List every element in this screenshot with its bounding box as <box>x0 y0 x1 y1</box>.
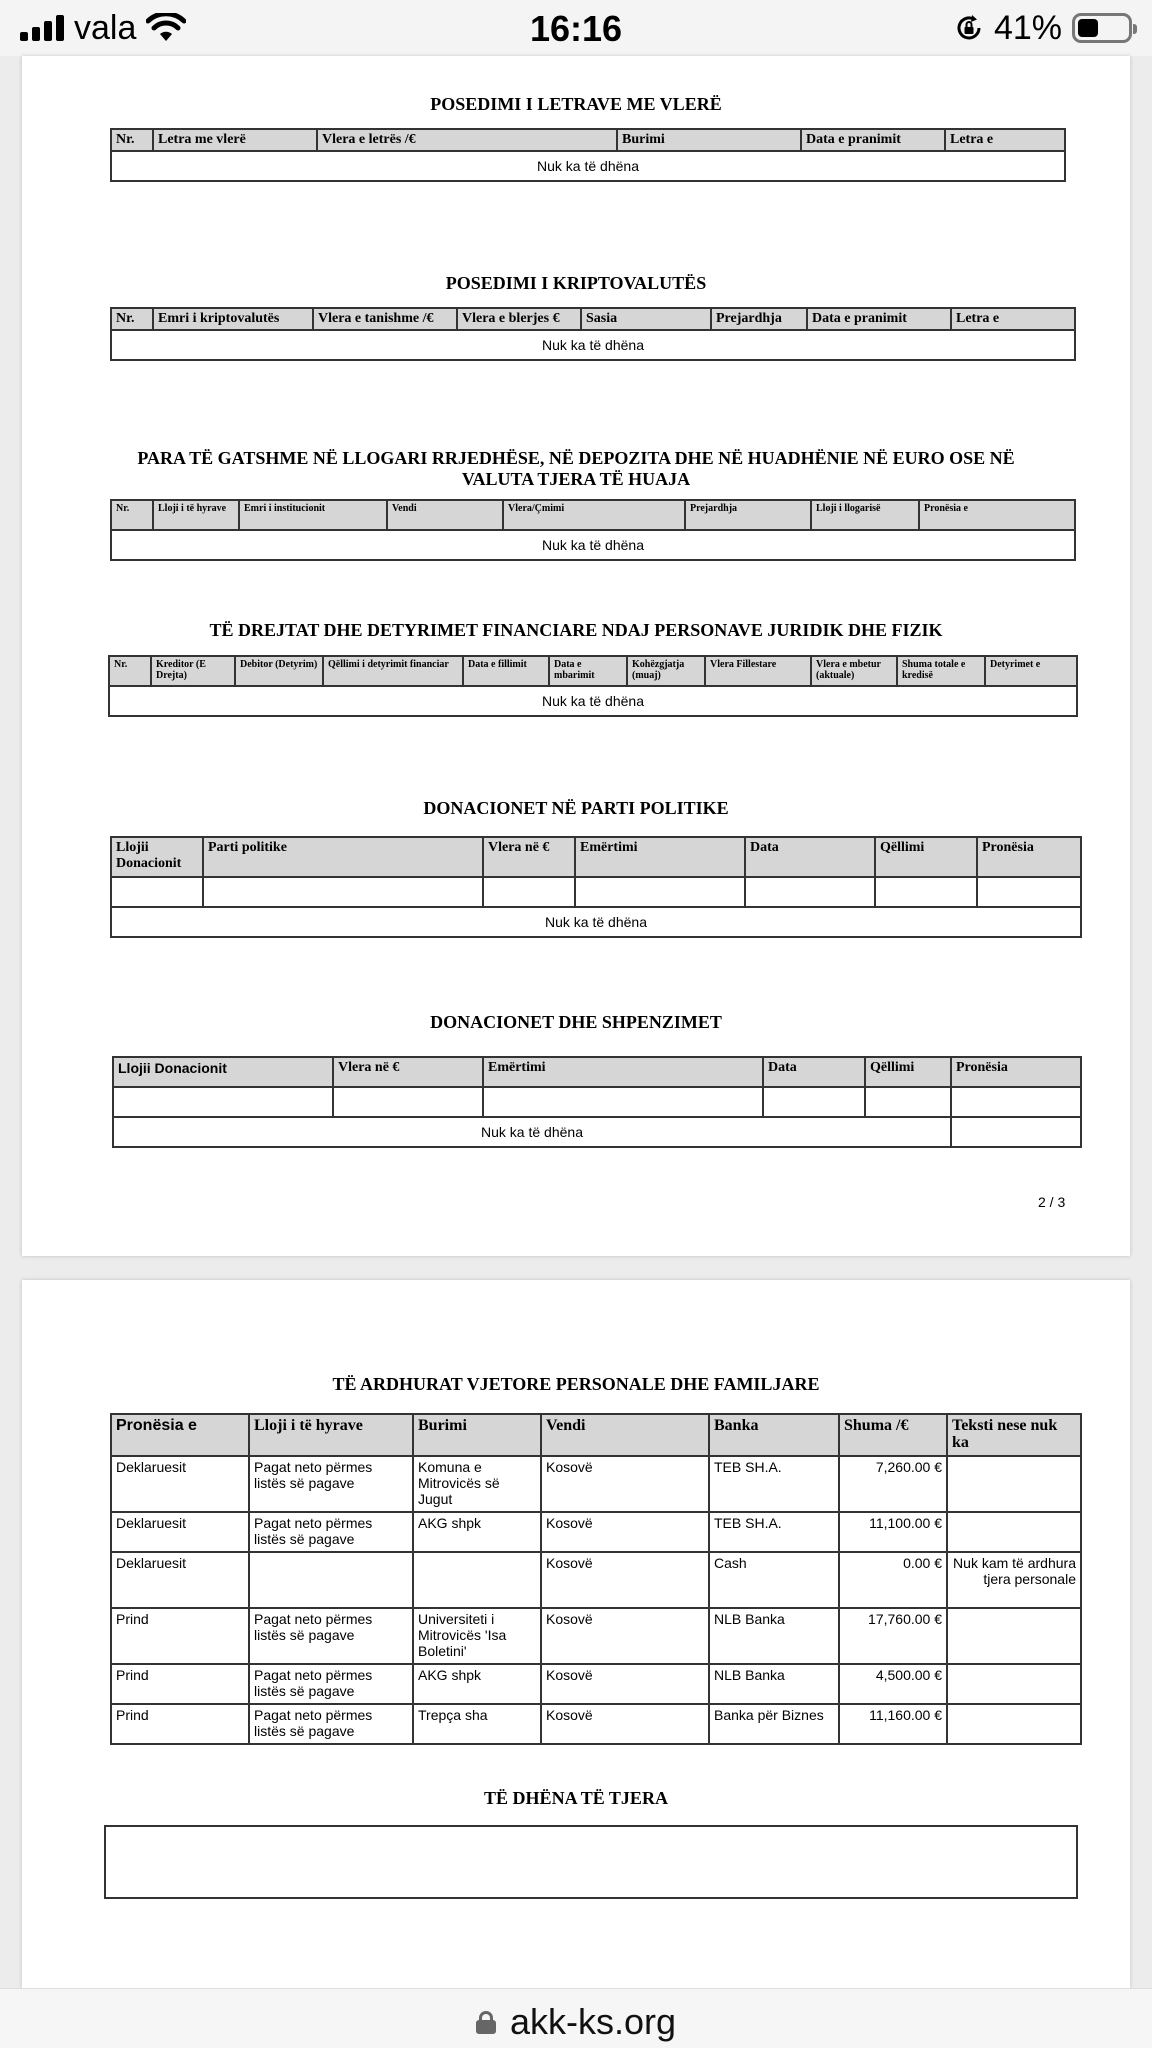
column-header: Data e pranimit <box>807 308 951 330</box>
table-row <box>111 1552 1081 1608</box>
rights-title: TË DREJTAT DHE DETYRIMET FINANCIARE NDAJ PERSONAVE JURIDIK DHE FIZIK <box>209 620 943 640</box>
column-header: Letra e <box>945 129 1065 151</box>
column-header: Vlera/Çmimi <box>503 500 685 530</box>
cell-source: Universiteti i Mitrovicës 'Isa Boletini' <box>413 1608 541 1664</box>
column-header: Pronësia <box>977 837 1081 877</box>
empty-message: Nuk ka të dhëna <box>113 1117 951 1147</box>
table-header-row <box>111 308 1075 330</box>
column-header: Lloji i llogarisë <box>811 500 919 530</box>
column-header: Vlera e blerjes € <box>457 308 581 330</box>
income-table <box>110 1413 1082 1745</box>
empty-row <box>113 1117 1081 1147</box>
table-header-row <box>111 1414 1081 1456</box>
cell-bank: Cash <box>709 1552 839 1608</box>
column-header: Kohëzgjatja (muaj) <box>627 656 705 686</box>
table-row <box>111 1608 1081 1664</box>
cell-type: Pagat neto përmes listës së pagave <box>249 1608 413 1664</box>
column-header: Prejardhja <box>711 308 807 330</box>
cell-note <box>947 1512 1081 1552</box>
column-header: Banka <box>709 1414 839 1456</box>
column-header: Nr. <box>111 500 153 530</box>
column-header: Burimi <box>617 129 801 151</box>
cell-bank: NLB Banka <box>709 1608 839 1664</box>
empty-row <box>111 907 1081 937</box>
battery-percent: 41% <box>993 8 1062 47</box>
cell-type: Pagat neto përmes listës së pagave <box>249 1704 413 1744</box>
donations-title: DONACIONET DHE SHPENZIMET <box>430 1012 722 1032</box>
column-header: Nr. <box>111 129 153 151</box>
url-display[interactable] <box>0 2001 1152 2043</box>
column-header: Sasia <box>581 308 711 330</box>
table-header-row <box>111 129 1065 151</box>
column-header: Llojii Donacionit <box>113 1057 333 1087</box>
column-header: Pronësia e <box>919 500 1075 530</box>
cell-note <box>947 1704 1081 1744</box>
column-header: Data e pranimit <box>801 129 945 151</box>
empty-row <box>109 686 1077 716</box>
table-row <box>111 1704 1081 1744</box>
cell-country: Kosovë <box>541 1664 709 1704</box>
cell-note: Nuk kam të ardhura tjera personale <box>947 1552 1081 1608</box>
cell-amount: 11,160.00 € <box>839 1704 947 1744</box>
cell-note <box>947 1664 1081 1704</box>
cell-country: Kosovë <box>541 1552 709 1608</box>
cell-owner: Deklaruesit <box>111 1552 249 1608</box>
crypto-table <box>110 307 1076 361</box>
cash-title-line2: VALUTA TJERA TË HUAJA <box>461 469 691 489</box>
column-header: Kreditor (E Drejta) <box>151 656 235 686</box>
donations-table <box>112 1056 1082 1148</box>
column-header: Prejardhja <box>685 500 811 530</box>
column-header: Data <box>763 1057 865 1087</box>
battery-icon <box>1072 13 1132 43</box>
cell-country: Kosovë <box>541 1608 709 1664</box>
letters-table <box>110 128 1066 182</box>
column-header: Detyrimet e <box>985 656 1077 686</box>
empty-message: Nuk ka të dhëna <box>109 686 1077 716</box>
empty-message: Nuk ka të dhëna <box>111 530 1075 560</box>
column-header: Vlera Fillestare <box>705 656 811 686</box>
column-header: Data <box>745 837 875 877</box>
column-header: Pronësia <box>951 1057 1081 1087</box>
cell-note <box>947 1456 1081 1512</box>
table-header-row <box>109 656 1077 686</box>
column-header: Teksti nese nuk ka <box>947 1414 1081 1456</box>
document-page-2 <box>22 56 1130 1256</box>
column-header: Parti politike <box>203 837 483 877</box>
column-header: Qëllimi <box>865 1057 951 1087</box>
column-header: Debitor (Detyrim) <box>235 656 323 686</box>
url-bar[interactable] <box>0 1988 1152 2048</box>
cell-country: Kosovë <box>541 1512 709 1552</box>
party-donations-title: DONACIONET NË PARTI POLITIKE <box>423 798 729 818</box>
table-header-row <box>113 1057 1081 1087</box>
column-header: Vlera e letrës /€ <box>317 129 617 151</box>
url-domain[interactable]: akk-ks.org <box>509 2001 677 2042</box>
blank-row <box>113 1087 1081 1117</box>
cell-source: AKG shpk <box>413 1512 541 1552</box>
cell-source <box>413 1552 541 1608</box>
cell-owner: Prind <box>111 1704 249 1744</box>
document-page-3 <box>22 1280 1130 1988</box>
cell-bank: TEB SH.A. <box>709 1512 839 1552</box>
cell-amount: 0.00 € <box>839 1552 947 1608</box>
table-header-row <box>111 837 1081 877</box>
column-header: Emri i institucionit <box>239 500 387 530</box>
column-header: Letra e <box>951 308 1075 330</box>
cell-amount: 11,100.00 € <box>839 1512 947 1552</box>
other-data-box <box>104 1825 1078 1899</box>
empty-message: Nuk ka të dhëna <box>111 151 1065 181</box>
cell-note <box>947 1608 1081 1664</box>
cell-bank: NLB Banka <box>709 1664 839 1704</box>
column-header: Letra me vlerë <box>153 129 317 151</box>
cell-type: Pagat neto përmes listës së pagave <box>249 1456 413 1512</box>
cell-type <box>249 1552 413 1608</box>
cell-amount: 4,500.00 € <box>839 1664 947 1704</box>
cell-amount: 7,260.00 € <box>839 1456 947 1512</box>
cell-country: Kosovë <box>541 1704 709 1744</box>
empty-message: Nuk ka të dhëna <box>111 330 1075 360</box>
column-header: Qëllimi <box>875 837 977 877</box>
cash-table <box>110 499 1076 561</box>
column-header: Llojii Donacionit <box>111 837 203 877</box>
blank-row <box>111 877 1081 907</box>
column-header: Lloji i të hyrave <box>249 1414 413 1456</box>
table-header-row <box>111 500 1075 530</box>
page-number: 2 / 3 <box>1038 1194 1066 1210</box>
status-bar <box>0 0 1152 56</box>
cell-type: Pagat neto përmes listës së pagave <box>249 1664 413 1704</box>
income-title: TË ARDHURAT VJETORE PERSONALE DHE FAMILJARE <box>332 1374 820 1394</box>
column-header: Nr. <box>109 656 151 686</box>
column-header: Vlera e tanishme /€ <box>313 308 457 330</box>
cell-owner: Prind <box>111 1664 249 1704</box>
column-header: Vlera në € <box>333 1057 483 1087</box>
empty-row <box>111 530 1075 560</box>
empty-row <box>111 330 1075 360</box>
column-header: Emërtimi <box>575 837 745 877</box>
column-header: Shuma /€ <box>839 1414 947 1456</box>
letters-title: POSEDIMI I LETRAVE ME VLERË <box>430 94 722 114</box>
lock-icon <box>476 2011 496 2033</box>
column-header: Data e fillimit <box>463 656 549 686</box>
column-header: Shuma totale e kredisë <box>897 656 985 686</box>
empty-row <box>111 151 1065 181</box>
other-data-title: TË DHËNA TË TJERA <box>484 1788 668 1808</box>
status-right <box>954 10 1132 46</box>
column-header: Qëllimi i detyrimit financiar <box>323 656 463 686</box>
party-donations-table <box>110 836 1082 938</box>
cell-bank: Banka për Biznes <box>709 1704 839 1744</box>
column-header: Data e mbarimit <box>549 656 627 686</box>
column-header: Emërtimi <box>483 1057 763 1087</box>
column-header: Vlera e mbetur (aktuale) <box>811 656 897 686</box>
clock: 16:16 <box>529 8 623 49</box>
rights-table <box>108 655 1078 717</box>
cash-title-line1: PARA TË GATSHME NË LLOGARI RRJEDHËSE, NË DEPOZITA DHE NË HUADHËNIE NË EURO OSE NË <box>137 448 1015 468</box>
crypto-title: POSEDIMI I KRIPTOVALUTËS <box>445 273 707 293</box>
cell-source: Trepça sha <box>413 1704 541 1744</box>
cell-source: Komuna e Mitrovicës së Jugut <box>413 1456 541 1512</box>
cell-owner: Deklaruesit <box>111 1512 249 1552</box>
cell-country: Kosovë <box>541 1456 709 1512</box>
column-header: Pronësia e <box>111 1414 249 1456</box>
column-header: Nr. <box>111 308 153 330</box>
cell-bank: TEB SH.A. <box>709 1456 839 1512</box>
column-header: Vendi <box>541 1414 709 1456</box>
cell-source: AKG shpk <box>413 1664 541 1704</box>
column-header: Burimi <box>413 1414 541 1456</box>
column-header: Emri i kriptovalutës <box>153 308 313 330</box>
table-row <box>111 1664 1081 1704</box>
cell-owner: Deklaruesit <box>111 1456 249 1512</box>
cell-owner: Prind <box>111 1608 249 1664</box>
column-header: Vendi <box>387 500 503 530</box>
rotation-lock-icon <box>954 13 984 43</box>
cell-amount: 17,760.00 € <box>839 1608 947 1664</box>
table-row <box>111 1512 1081 1552</box>
carrier-name: vala <box>74 8 137 47</box>
table-row <box>111 1456 1081 1512</box>
column-header: Lloji i të hyrave <box>153 500 239 530</box>
column-header: Vlera në € <box>483 837 575 877</box>
cell-type: Pagat neto përmes listës së pagave <box>249 1512 413 1552</box>
empty-message: Nuk ka të dhëna <box>111 907 1081 937</box>
